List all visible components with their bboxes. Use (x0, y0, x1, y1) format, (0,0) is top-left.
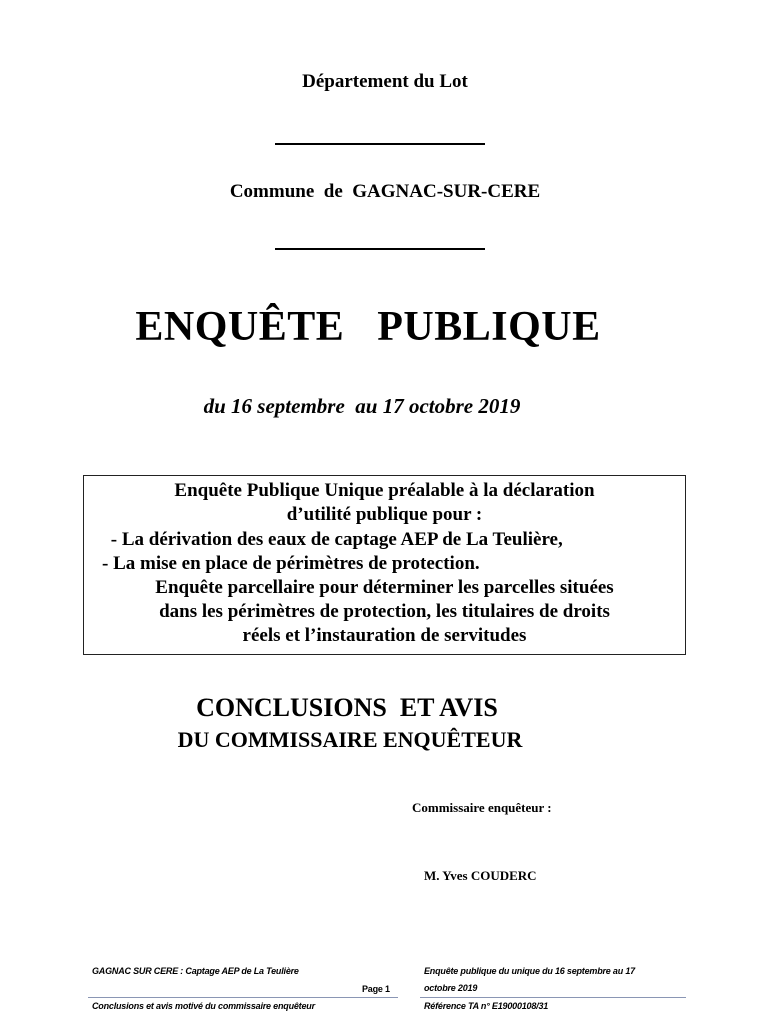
separator-line (275, 248, 485, 250)
subject-line: dans les périmètres de protection, les titulaires de droits (159, 601, 610, 622)
separator-line (275, 143, 485, 145)
footer-inquiry-year: octobre 2019 (424, 983, 478, 993)
inquiry-dates: du 16 septembre au 17 octobre 2019 (203, 394, 521, 418)
subject-line: Enquête Publique Unique préalable à la déclaration (174, 480, 595, 501)
subject-line: - La dérivation des eaux de captage AEP de La Teulière, (106, 529, 563, 550)
footer-document-type: Conclusions et avis motivé du commissaire enquêteur (92, 1001, 315, 1011)
subject-line: réels et l’instauration de servitudes (242, 625, 527, 646)
footer-project: GAGNAC SUR CERE : Captage AEP de La Teulière (92, 966, 299, 976)
commune-heading: Commune de GAGNAC-SUR-CERE (229, 181, 541, 202)
subject-box (83, 475, 686, 655)
conclusions-heading: CONCLUSIONS ET AVIS (196, 693, 498, 722)
footer-divider (420, 997, 686, 998)
subject-line: Enquête parcellaire pour déterminer les parcelles situées (155, 577, 614, 598)
subject-line: d’utilité publique pour : (286, 504, 483, 525)
footer-page-number: Page 1 (362, 984, 390, 994)
commissioner-name: M. Yves COUDERC (424, 868, 537, 883)
commissioner-label: Commissaire enquêteur : (412, 800, 552, 815)
footer-divider (88, 997, 398, 998)
main-title: ENQUÊTE PUBLIQUE (135, 304, 601, 350)
footer-reference: Référence TA n° E19000108/31 (424, 1001, 549, 1011)
commissioner-heading: DU COMMISSAIRE ENQUÊTEUR (177, 727, 523, 752)
subject-line: - La mise en place de périmètres de protection. (102, 553, 480, 574)
footer-inquiry-dates: Enquête publique du unique du 16 septembre au 17 (424, 966, 635, 976)
department-heading: Département du Lot (302, 71, 468, 92)
